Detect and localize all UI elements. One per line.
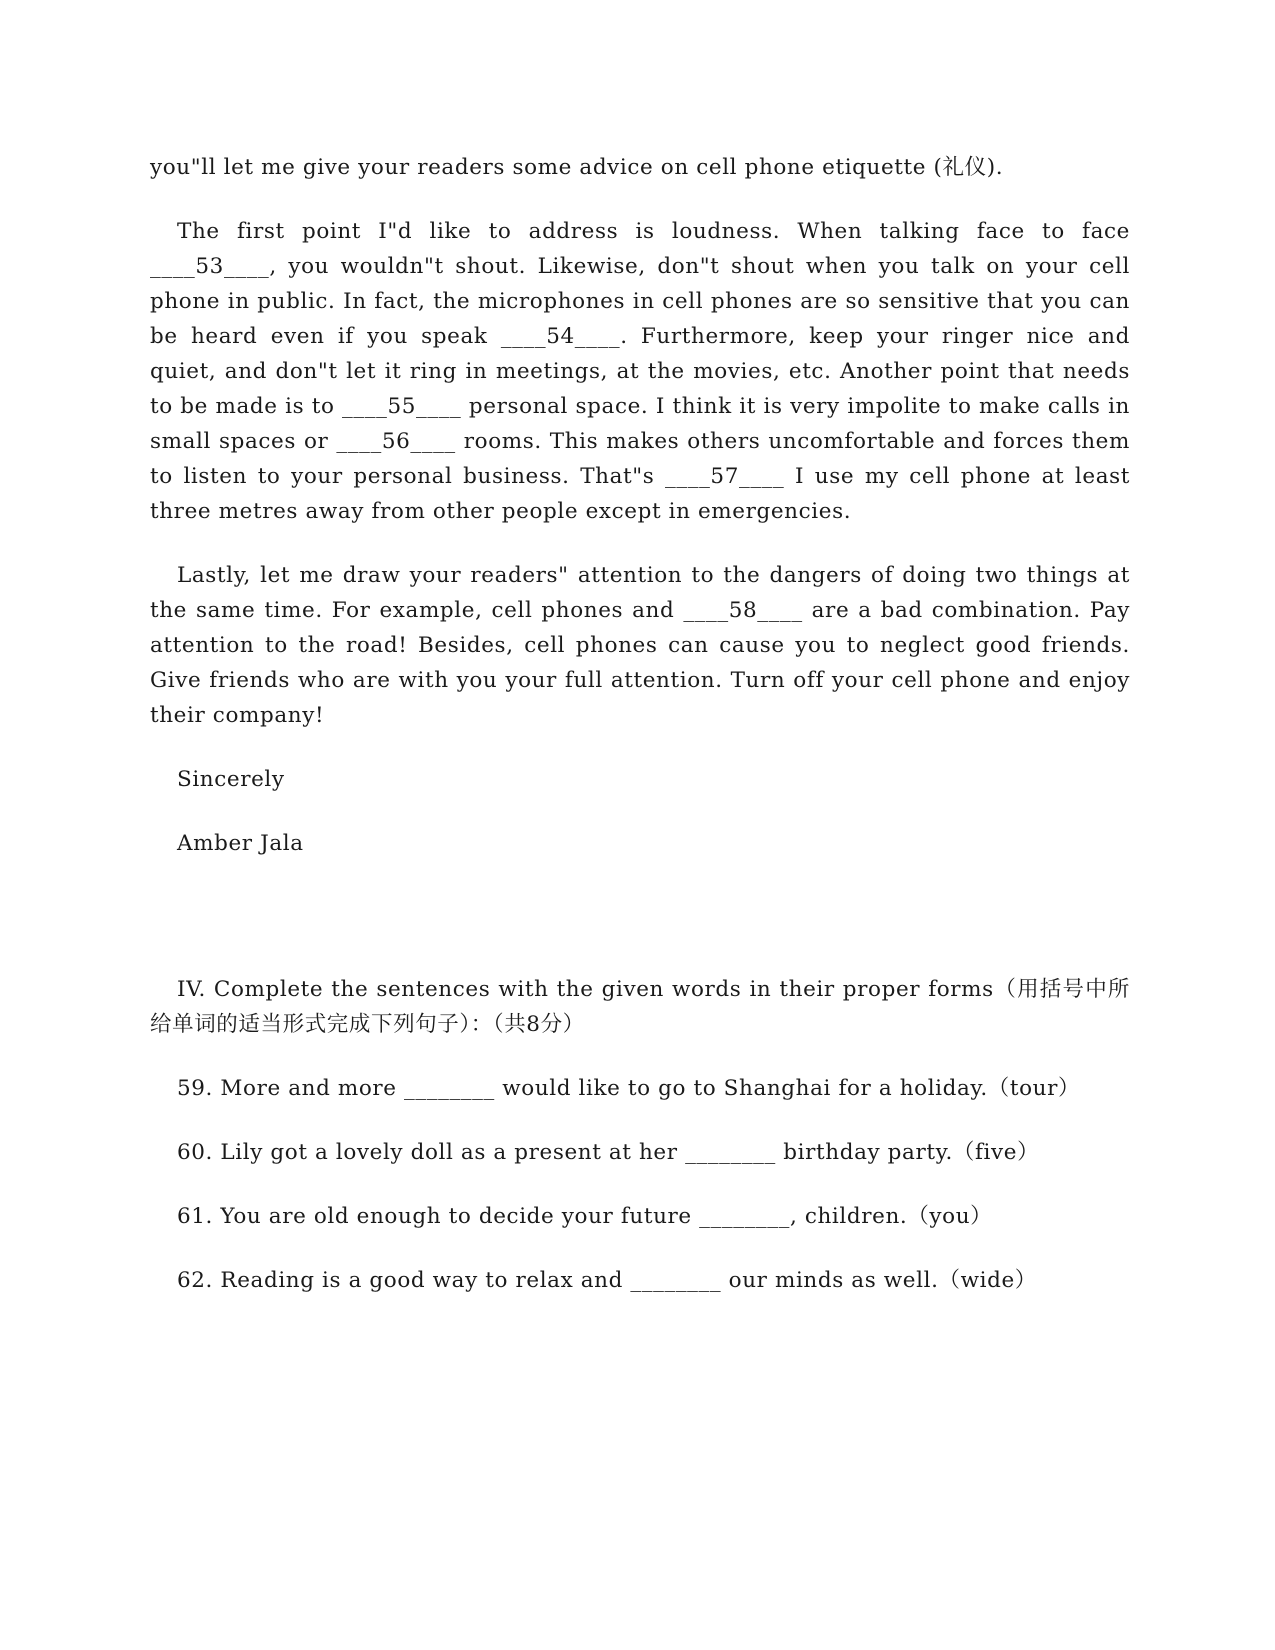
question-61: 61. You are old enough to decide your future ________, children.（you） [177,1204,993,1229]
loudness-paragraph: The first point I"d like to address is loudness. When talking face to face ____53____, you wouldn"t shout. Likewise, don"t shout when you talk on your cell phone in public. In fact, the microphones in cell phones are so sensitive that you can be heard even if you speak ____54____. Furthermore, keep your ringer nice and quiet, and don"t let it ring in meetings, at the movies, etc. Another point that needs to be made is to ____55____ personal space. I think it is very impolite to make calls in small spaces or ____56____ rooms. This makes others uncomfortable and forces them to listen to your personal business. That"s ____57____ I use my cell phone at least three metres away from other people except in emergencies. [150,219,1130,524]
question-62: 62. Reading is a good way to relax and ________ our minds as well.（wide） [177,1268,1037,1293]
closing-salutation: Sincerely [177,767,285,792]
lastly-paragraph: Lastly, let me draw your readers" attention to the dangers of doing two things at the same time. For example, cell phones and ____58____ are a bad combination. Pay attention to the road! Besides, cell phones can cause you to neglect good friends. Give friends who are with you your full attention. Turn off your cell phone and enjoy their company! [150,563,1130,728]
closing-signature: Amber Jala [177,831,304,856]
intro-paragraph-tail: you"ll let me give your readers some advice on cell phone etiquette (礼仪). [150,155,1004,180]
section-spacer [150,890,1130,972]
document-body [150,150,1130,1327]
question-60: 60. Lily got a lovely doll as a present at her ________ birthday party.（five） [177,1140,1040,1165]
question-59: 59. More and more ________ would like to go to Shanghai for a holiday.（tour） [177,1076,1081,1101]
section-4-heading: IV. Complete the sentences with the given words in their proper forms（用括号中所给单词的适当形式完成下列句子）：（共8分） [150,977,1130,1037]
